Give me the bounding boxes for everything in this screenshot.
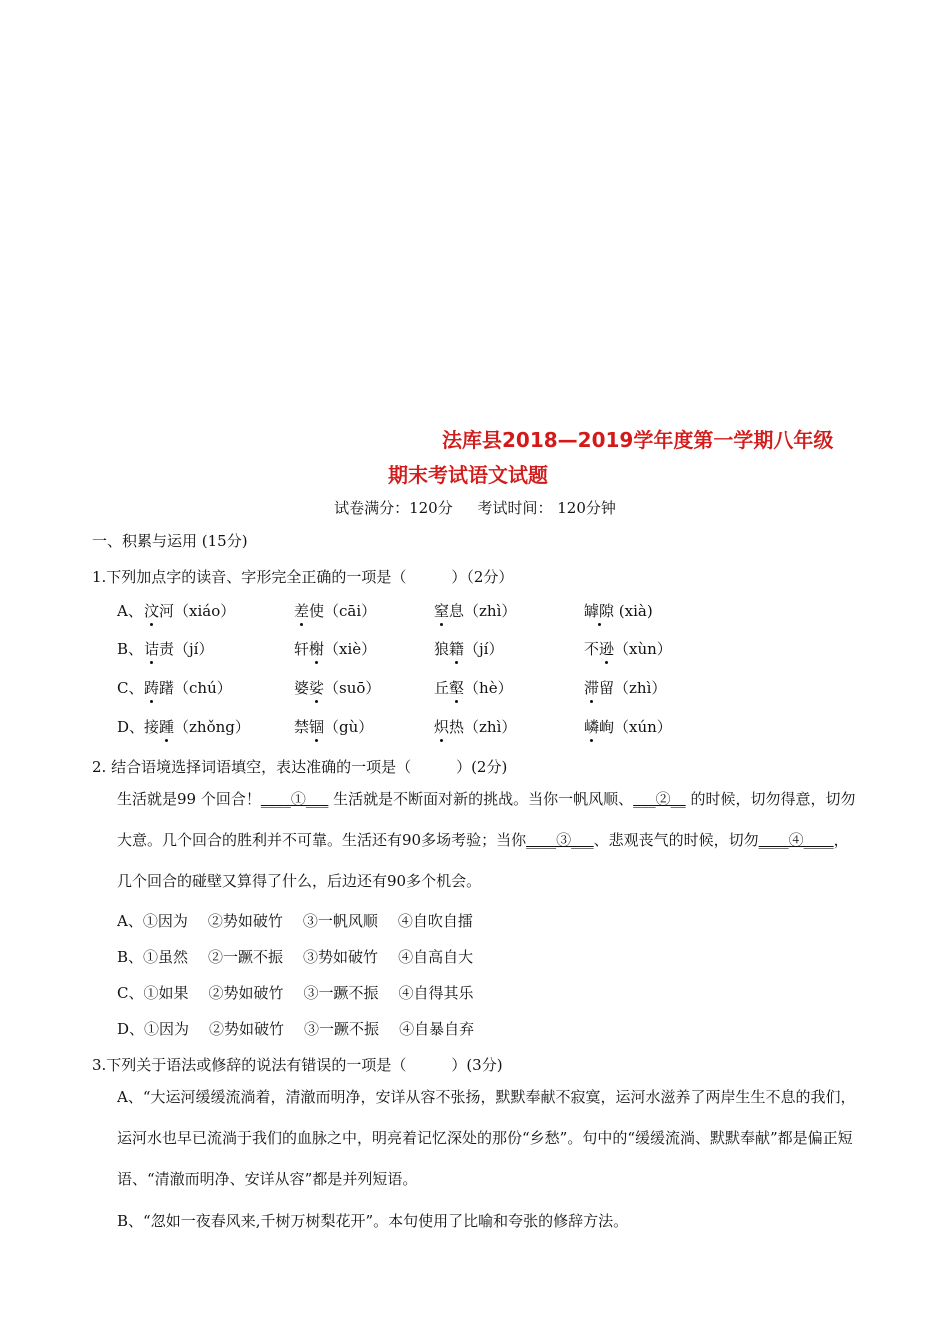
choice-item: 差使（cāi） (294, 602, 377, 620)
choice-item: 禁锢（gù） (294, 718, 374, 736)
choice-item: 炽热（zhì） (434, 718, 517, 736)
blank-2: ___②__ (633, 790, 686, 808)
q2-option-d: D、①因为 ②势如破竹 ③一蹶不振 ④自暴自弃 (117, 1020, 475, 1038)
q1-row-d (117, 716, 724, 737)
choice-item: 轩榭（xiè） (294, 640, 377, 658)
blank-4: ____④____ (758, 831, 834, 849)
q2-passage: 生活就是99 个回合！____①___ 生活就是不断面对新的挑战。当你一帆风顺、___②__ 的时候，切勿得意，切勿大意。几个回合的胜利并不可靠。生活还有90多场考验；当你____③___、悲观丧气的时候，切勿____④____，几个回合的碰壁又算得了什么，后边还有90多个机会。 (117, 790, 856, 890)
q2-option-c: C、①如果 ②势如破竹 ③一蹶不振 ④自得其乐 (117, 984, 474, 1002)
q3-option-a: A、“大运河缓缓流淌着，清澈而明净，安详从容不张扬，默默奉献不寂寞，运河水滋养了两岸生生不息的我们，运河水也早已流淌于我们的血脉之中，明亮着记忆深处的那份“乡愁”。句中的“缓缓流淌、默默奉献”都是偏正短语、“清澈而明净、安详从容”都是并列短语。 (117, 1088, 856, 1188)
q1-row-b (117, 638, 724, 659)
choice-item: 丘壑（hè） (434, 679, 513, 697)
choice-item: 罅隙 (xià) (584, 602, 653, 620)
q2-option-b: B、①虽然 ②一蹶不振 ③势如破竹 ④自高自大 (117, 948, 474, 966)
q2-option-a: A、①因为 ②势如破竹 ③一帆风顺 ④自吹自擂 (117, 912, 473, 930)
choice-item: 狼籍（jí） (434, 640, 504, 658)
row-label: B、 (117, 640, 144, 658)
full-score: 试卷满分：120分 (334, 499, 453, 517)
exam-time: 考试时间： 120分钟 (477, 499, 616, 517)
choice-item: 诘责（jí） (144, 640, 214, 658)
choice-item: 接踵（zhǒng） (144, 718, 250, 736)
blank-3: ____③___ (526, 831, 594, 849)
q3-option-b: B、“忽如一夜春风来,千树万树梨花开”。本句使用了比喻和夸张的修辞方法。 (117, 1212, 629, 1230)
q2-stem: 2. 结合语境选择词语填空，表达准确的一项是（ ）(2分) (92, 758, 508, 776)
choice-item: 汶河（xiáo） (144, 602, 236, 620)
choice-item: 不逊（xùn） (584, 640, 672, 658)
q1-row-c (117, 677, 724, 698)
q1-row-a (117, 600, 724, 621)
row-label: D、 (117, 718, 145, 736)
choice-item: 窒息（zhì） (434, 602, 517, 620)
choice-item: 踌躇（chú） (144, 679, 232, 697)
exam-info (0, 497, 950, 518)
blank-1: ____①___ (260, 790, 329, 808)
q1-stem: 1.下列加点字的读音、字形完全正确的一项是（ ）（2分） (92, 568, 514, 586)
row-label: A、 (117, 602, 143, 620)
choice-item: 婆娑（suō） (294, 679, 381, 697)
row-label: C、 (117, 679, 144, 697)
exam-title-line2: 期末考试语文试题 (388, 463, 548, 487)
choice-item: 滞留（zhì） (584, 679, 667, 697)
q3-stem: 3.下列关于语法或修辞的说法有错误的一项是（ ）(3分) (92, 1056, 503, 1074)
section-heading: 一、积累与运用 (15分) (92, 532, 248, 550)
exam-title-line1: 法库县2018—2019学年度第一学期八年级 (442, 428, 834, 452)
choice-item: 嶙峋（xún） (584, 718, 672, 736)
